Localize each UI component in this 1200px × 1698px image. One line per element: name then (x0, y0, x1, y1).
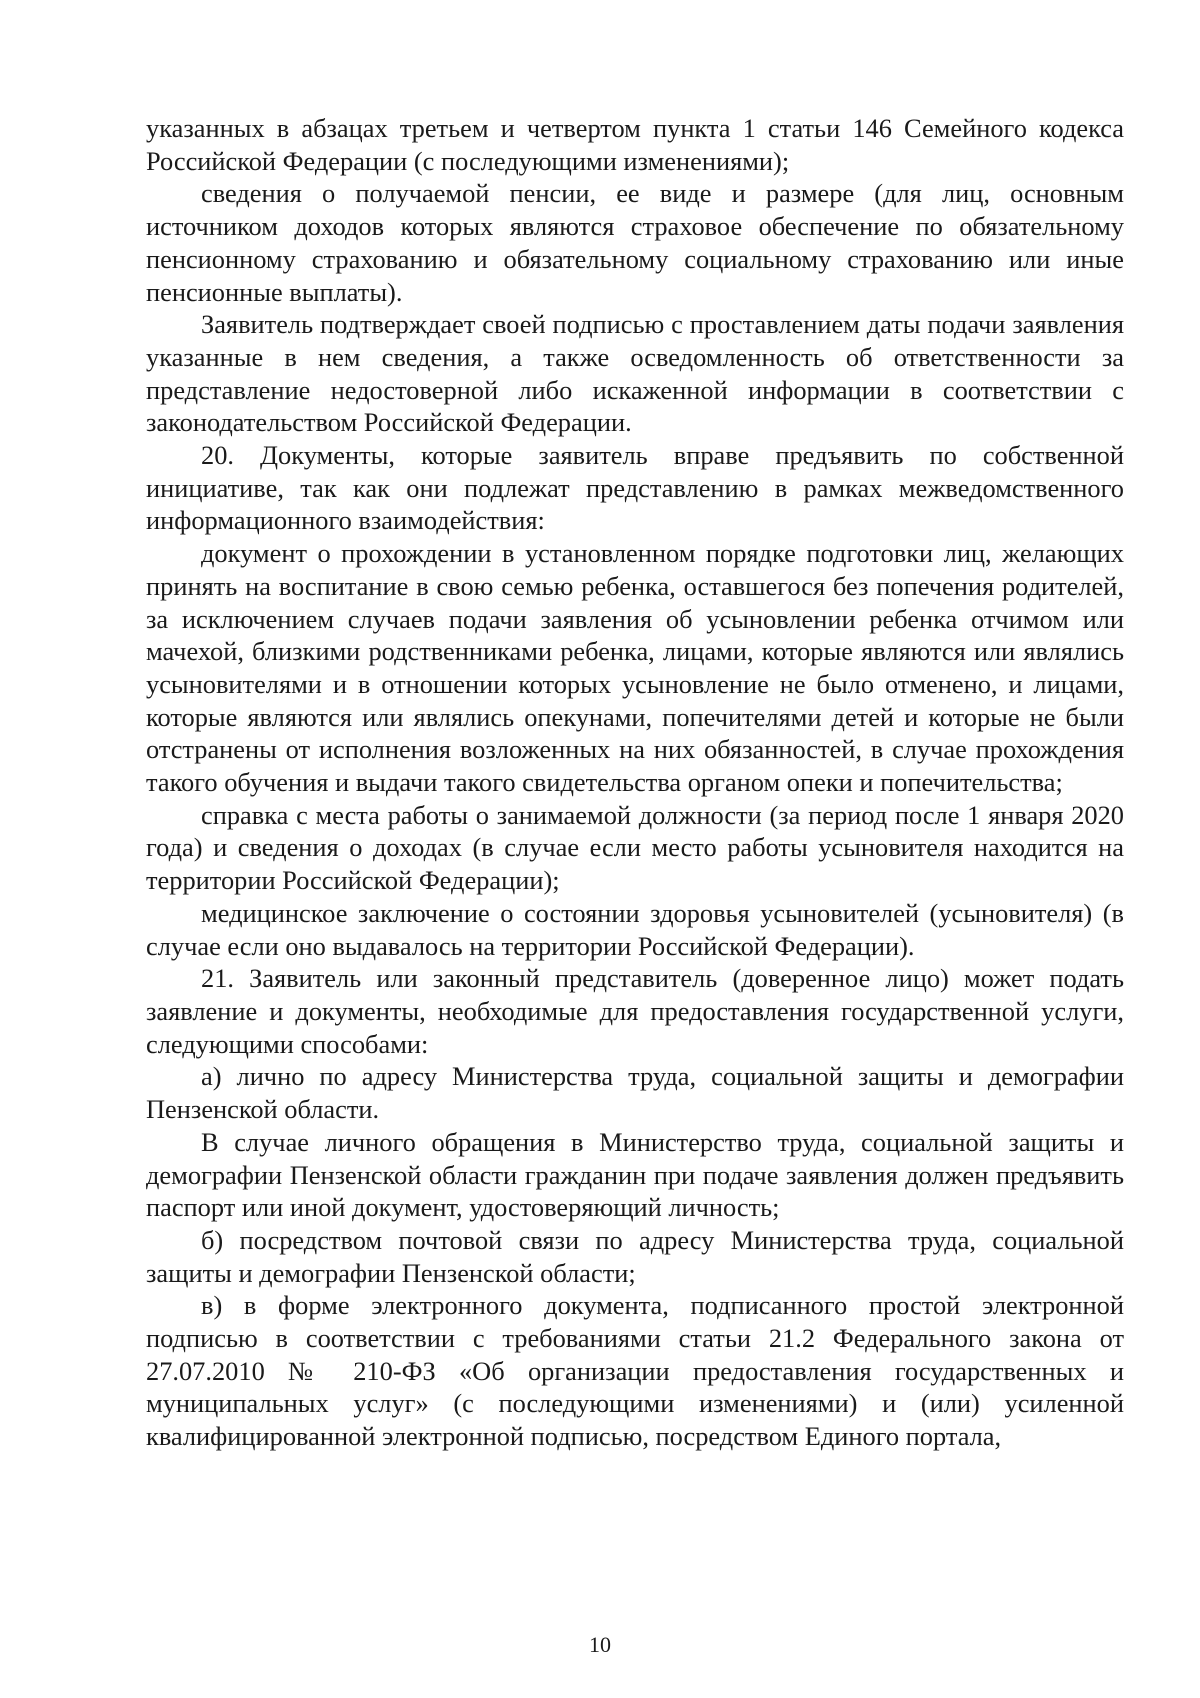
paragraph-pension-info: сведения о получаемой пенсии, ее виде и размере (для лиц, основным источником доходов которых являются страховое обеспечение по обязательному пенсионному страхованию и обязательному социальному страхованию или иные пенсионные выплаты). (146, 178, 1124, 307)
paragraph-continuation: указанных в абзацах третьем и четвертом пункта 1 статьи 146 Семейного кодекса Российской Федерации (с последующими изменениями); (146, 113, 1124, 176)
page-number: 10 (589, 1632, 611, 1657)
body-text (146, 112, 1124, 1453)
paragraph-medical-report: медицинское заключение о состоянии здоровья усыновителей (усыновителя) (в случае если оно выдавалось на территории Российской Федерации). (146, 897, 1124, 961)
paragraph-option-v: в) в форме электронного документа, подписанного простой электронной подписью в соответствии с требованиями статьи 21.2 Федерального закона от 27.07.2010 № 210-ФЗ «Об организации предоставления государственных и муниципальных услуг» (с последующими изменениями) и (или) усиленной квалифицированной электронной подписью, посредством Единого портала, (146, 1290, 1124, 1452)
paragraph-option-b: б) посредством почтовой связи по адресу Министерства труда, социальной защиты и демографии Пензенской области; (146, 1224, 1124, 1288)
paragraph-option-a: а) лично по адресу Министерства труда, социальной защиты и демографии Пензенской области. (146, 1061, 1124, 1125)
paragraph-training-document: документ о прохождении в установленном порядке подготовки лиц, желающих принять на воспитание в свою семью ребенка, оставшегося без попечения родителей, за исключением случаев подачи заявления об усыновлении ребенка отчимом или мачехой, близкими родственниками ребенка, лицами, которые являются или являлись усыновителями и в отношении которых усыновление не было отменено, и лицами, которые являются или являлись опекунами, попечителями детей и которые не были отстранены от исполнения возложенных на них обязанностей, в случае прохождения такого обучения и выдачи такого свидетельства органом опеки и попечительства; (146, 538, 1124, 798)
paragraph-item-21: 21. Заявитель или законный представитель (доверенное лицо) может подать заявление и документы, необходимые для предоставления государственной услуги, следующими способами: (146, 963, 1124, 1059)
paragraph-applicant-confirmation: Заявитель подтверждает своей подписью с проставлением даты подачи заявления указанные в нем сведения, а также осведомленность об ответственности за представление недостоверной либо искаженной информации в соответствии с законодательством Российской Федерации. (146, 309, 1124, 438)
paragraph-employment-certificate: справка с места работы о занимаемой должности (за период после 1 января 2020 года) и сведения о доходах (в случае если место работы усыновителя находится на территории Российской Федерации); (146, 799, 1124, 896)
paragraph-personal-visit: В случае личного обращения в Министерство труда, социальной защиты и демографии Пензенской области гражданин при подаче заявления должен предъявить паспорт или иной документ, удостоверяющий личность; (146, 1126, 1124, 1223)
paragraph-item-20: 20. Документы, которые заявитель вправе предъявить по собственной инициативе, так как они подлежат представлению в рамках межведомственного информационного взаимодействия: (146, 440, 1124, 536)
